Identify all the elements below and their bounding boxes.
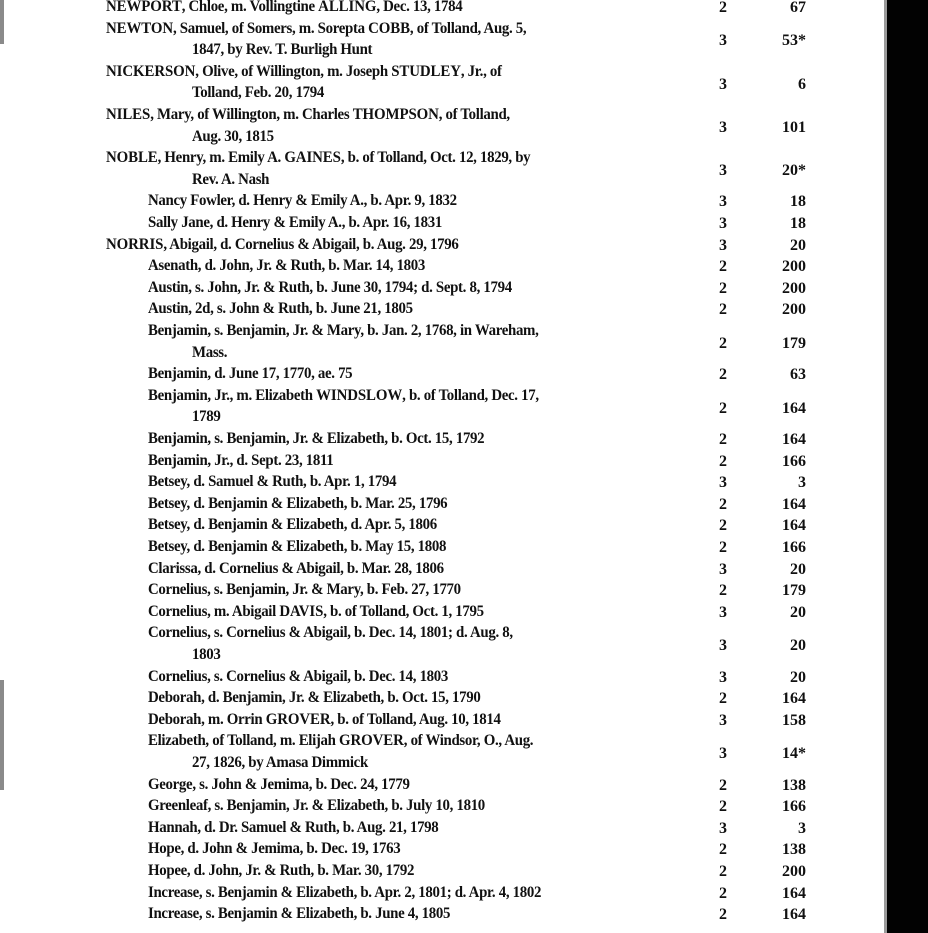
entry-detail: Cornelius, m. Abigail bbox=[148, 602, 280, 620]
volume-number: 2 bbox=[719, 798, 727, 816]
volume-number: 2 bbox=[719, 279, 727, 297]
page-number: 200 bbox=[782, 258, 806, 276]
entry-detail: Asenath, d. John, Jr. & Ruth, b. Mar. 14, 1803 bbox=[148, 257, 426, 275]
page-number: 164 bbox=[782, 517, 806, 535]
entry-detail: Greenleaf, s. Benjamin, Jr. & Elizabeth, b. July 10, 1810 bbox=[148, 797, 485, 815]
surname: GAINES bbox=[284, 149, 341, 167]
entry-text bbox=[106, 19, 526, 39]
page-number: 158 bbox=[782, 711, 806, 729]
volume-number: 3 bbox=[719, 819, 727, 837]
page-number: 179 bbox=[782, 334, 806, 352]
page-number: 138 bbox=[782, 776, 806, 794]
scan-edge-mark bbox=[0, 0, 4, 44]
entry-detail: , Mary, of Willington, m. Charles bbox=[150, 106, 353, 123]
entry-text bbox=[106, 0, 462, 17]
page-number: 20 bbox=[790, 236, 806, 254]
volume-number: 2 bbox=[719, 495, 727, 513]
entry-text bbox=[148, 839, 400, 859]
entry-text bbox=[148, 559, 444, 579]
entry-text bbox=[148, 883, 541, 903]
page-number: 18 bbox=[790, 193, 806, 211]
entry-detail: Benjamin, Jr., m. Elizabeth bbox=[148, 386, 317, 404]
page-number: 3 bbox=[798, 819, 806, 837]
entry-detail: , Abigail, d. Cornelius & Abigail, b. Aug. 29, 1796 bbox=[163, 235, 459, 253]
entry-text bbox=[148, 602, 484, 622]
entry-detail: Betsey, d. Samuel & Ruth, b. Apr. 1, 1794 bbox=[148, 473, 397, 491]
entry-detail: Deborah, d. Benjamin, Jr. & Elizabeth, b. Oct. 15, 1790 bbox=[148, 689, 481, 707]
volume-number: 2 bbox=[719, 776, 727, 794]
entry-detail: , b. of Tolland, Dec. 17, bbox=[402, 386, 539, 404]
volume-number: 2 bbox=[719, 399, 727, 417]
page-number: 179 bbox=[782, 582, 806, 600]
volume-number: 2 bbox=[719, 258, 727, 276]
volume-number: 2 bbox=[719, 690, 727, 708]
surname: NORRIS bbox=[106, 235, 164, 253]
surname: WINDSLOW bbox=[316, 386, 403, 404]
entry-text bbox=[148, 904, 450, 924]
volume-number: 2 bbox=[719, 366, 727, 384]
entry-detail: Sally Jane, d. Henry & Emily A., b. Apr. 16, 1831 bbox=[148, 214, 442, 231]
page-number: 53* bbox=[782, 32, 806, 50]
page-number: 164 bbox=[782, 906, 806, 924]
entry-detail: , b. of Tolland, Oct. 1, 1795 bbox=[323, 602, 484, 620]
entry-detail: Cornelius, s. Benjamin, Jr. & Mary, b. Feb. 27, 1770 bbox=[148, 581, 461, 599]
volume-number: 3 bbox=[719, 236, 727, 254]
surname: ALLING bbox=[318, 0, 377, 15]
volume-number: 3 bbox=[719, 637, 727, 655]
page-number: 164 bbox=[782, 399, 806, 417]
volume-number: 3 bbox=[719, 474, 727, 492]
volume-number: 2 bbox=[719, 906, 727, 924]
surname: STUDLEY bbox=[391, 62, 461, 80]
surname: DAVIS bbox=[279, 602, 324, 620]
entry-detail: , b. of Tolland, Aug. 10, 1814 bbox=[330, 710, 501, 728]
entry-detail: , Henry, m. Emily A. bbox=[157, 149, 285, 167]
page-number: 166 bbox=[782, 798, 806, 816]
volume-number: 2 bbox=[719, 452, 727, 470]
entry-text bbox=[148, 213, 442, 233]
surname: NICKERSON bbox=[106, 62, 196, 80]
page-number: 20 bbox=[790, 637, 806, 655]
surname: THOMPSON bbox=[352, 106, 439, 123]
entry-text bbox=[106, 62, 502, 82]
entry-text bbox=[148, 321, 539, 341]
entry-text bbox=[148, 299, 413, 319]
page-number: 164 bbox=[782, 690, 806, 708]
entry-detail: Austin, 2d, s. John & Ruth, b. June 21, 1805 bbox=[148, 300, 413, 318]
entry-detail: , of Windsor, O., Aug. bbox=[403, 732, 534, 750]
volume-number: 2 bbox=[719, 0, 727, 16]
volume-number: 3 bbox=[719, 668, 727, 686]
volume-number: 3 bbox=[719, 193, 727, 211]
entry-continuation: 1847, by Rev. T. Burligh Hunt bbox=[192, 41, 373, 59]
volume-number: 3 bbox=[719, 162, 727, 180]
entry-continuation: Mass. bbox=[192, 343, 228, 361]
entry-detail: , Olive, of Willington, m. Joseph bbox=[195, 62, 392, 80]
entry-text bbox=[148, 278, 512, 298]
volume-number: 2 bbox=[719, 539, 727, 556]
page-number: 67 bbox=[790, 0, 806, 16]
entry-text bbox=[148, 818, 438, 838]
surname: COBB bbox=[368, 19, 410, 37]
volume-number: 2 bbox=[719, 863, 727, 880]
entry-continuation: Aug. 30, 1815 bbox=[192, 127, 274, 145]
entry-continuation: 27, 1826, by Amasa Dimmick bbox=[192, 754, 368, 771]
page-number: 20 bbox=[790, 603, 806, 621]
page-number: 164 bbox=[782, 884, 806, 902]
scan-edge-mark bbox=[0, 680, 4, 790]
entry-detail: Betsey, d. Benjamin & Elizabeth, d. Apr. 5, 1806 bbox=[148, 516, 437, 534]
entry-text bbox=[148, 861, 414, 881]
entry-text bbox=[148, 623, 513, 643]
entry-text bbox=[106, 235, 458, 255]
entry-text bbox=[148, 256, 425, 276]
entry-text bbox=[148, 386, 539, 406]
entry-detail: Increase, s. Benjamin & Elizabeth, b. Apr. 2, 1801; d. Apr. 4, 1802 bbox=[148, 883, 542, 901]
entry-text bbox=[148, 688, 480, 708]
entry-detail: Hannah, d. Dr. Samuel & Ruth, b. Aug. 21, 1798 bbox=[148, 818, 439, 836]
entry-continuation: Tolland, Feb. 20, 1794 bbox=[192, 84, 325, 102]
page-number: 200 bbox=[782, 301, 806, 319]
entry-detail: Hopee, d. John, Jr. & Ruth, b. Mar. 30, 1792 bbox=[148, 862, 415, 879]
page-number: 14* bbox=[782, 745, 806, 763]
surname: NOBLE bbox=[106, 149, 158, 167]
entry-detail: , of Tolland, bbox=[438, 106, 510, 123]
entry-detail: Elizabeth, of Tolland, m. Elijah bbox=[148, 732, 340, 750]
entry-detail: George, s. John & Jemima, b. Dec. 24, 1779 bbox=[148, 775, 410, 793]
entry-text bbox=[148, 775, 410, 795]
entry-detail: , Jr., of bbox=[460, 62, 502, 80]
entry-continuation: 1803 bbox=[192, 646, 221, 663]
entry-detail: Nancy Fowler, d. Henry & Emily A., b. Apr. 9, 1832 bbox=[148, 192, 457, 210]
entry-detail: , Chloe, m. Vollingtine bbox=[181, 0, 319, 15]
entry-text bbox=[148, 731, 533, 751]
volume-number: 2 bbox=[719, 841, 727, 859]
entry-text bbox=[148, 191, 457, 211]
volume-number: 3 bbox=[719, 745, 727, 763]
surname: NEWPORT bbox=[106, 0, 182, 15]
page-number: 200 bbox=[782, 863, 806, 880]
entry-text bbox=[148, 580, 461, 600]
entry-detail: Benjamin, d. June 17, 1770, ae. 75 bbox=[148, 365, 353, 383]
surname: NILES bbox=[106, 106, 151, 123]
entry-text bbox=[148, 515, 437, 535]
page-number: 101 bbox=[782, 118, 806, 136]
entry-text bbox=[106, 105, 510, 125]
entry-detail: Deborah, m. Orrin bbox=[148, 710, 266, 728]
volume-number: 2 bbox=[719, 517, 727, 535]
entry-detail: , Samuel, of Somers, m. Sorepta bbox=[172, 19, 369, 37]
entry-text bbox=[148, 796, 485, 816]
page-number: 166 bbox=[782, 452, 806, 470]
page-number: 20 bbox=[790, 668, 806, 686]
entry-text bbox=[148, 429, 484, 449]
page-number: 18 bbox=[790, 215, 806, 232]
entry-detail: Benjamin, s. Benjamin, Jr. & Elizabeth, b. Oct. 15, 1792 bbox=[148, 430, 485, 447]
scanner-border bbox=[887, 0, 928, 933]
entry-continuation: 1789 bbox=[192, 408, 221, 426]
volume-number: 2 bbox=[719, 884, 727, 902]
surname: GROVER bbox=[265, 710, 331, 728]
entry-detail: , of Tolland, Aug. 5, bbox=[409, 19, 527, 37]
volume-number: 2 bbox=[719, 301, 727, 319]
volume-number: 2 bbox=[719, 334, 727, 352]
volume-number: 3 bbox=[719, 75, 727, 93]
entry-detail: , Dec. 13, 1784 bbox=[376, 0, 463, 15]
page-number: 164 bbox=[782, 495, 806, 513]
page-number: 166 bbox=[782, 539, 806, 556]
volume-number: 2 bbox=[719, 431, 727, 448]
entry-detail: Betsey, d. Benjamin & Elizabeth, b. May 15, 1808 bbox=[148, 538, 447, 555]
entry-text bbox=[148, 364, 352, 384]
entry-detail: Austin, s. John, Jr. & Ruth, b. June 30, 1794; d. Sept. 8, 1794 bbox=[148, 278, 512, 296]
entry-detail: Cornelius, s. Cornelius & Abigail, b. Dec. 14, 1803 bbox=[148, 667, 449, 685]
surname: GROVER bbox=[339, 732, 404, 750]
volume-number: 3 bbox=[719, 215, 727, 232]
entry-detail: Cornelius, s. Cornelius & Abigail, b. Dec. 14, 1801; d. Aug. 8, bbox=[148, 624, 513, 642]
entry-detail: Clarissa, d. Cornelius & Abigail, b. Mar. 28, 1806 bbox=[148, 559, 444, 577]
page-number: 6 bbox=[798, 75, 806, 93]
entry-text bbox=[148, 537, 446, 557]
entry-detail: Increase, s. Benjamin & Elizabeth, b. June 4, 1805 bbox=[148, 905, 451, 923]
entry-detail: , b. of Tolland, Oct. 12, 1829, by bbox=[340, 149, 531, 167]
entry-continuation: Rev. A. Nash bbox=[192, 170, 270, 188]
surname: NEWTON bbox=[106, 19, 173, 37]
entry-detail: Benjamin, s. Benjamin, Jr. & Mary, b. Jan. 2, 1768, in Wareham, bbox=[148, 322, 539, 339]
entry-text bbox=[148, 494, 447, 514]
entry-detail: Hope, d. John & Jemima, b. Dec. 19, 1763 bbox=[148, 840, 401, 858]
volume-number: 3 bbox=[719, 32, 727, 50]
volume-number: 3 bbox=[719, 711, 727, 729]
volume-number: 3 bbox=[719, 603, 727, 621]
entry-text bbox=[148, 472, 396, 492]
page-number: 164 bbox=[782, 431, 806, 448]
volume-number: 2 bbox=[719, 582, 727, 600]
page-number: 200 bbox=[782, 279, 806, 297]
entry-detail: Benjamin, Jr., d. Sept. 23, 1811 bbox=[148, 451, 334, 469]
entry-text bbox=[148, 451, 333, 471]
page-number: 3 bbox=[798, 474, 806, 492]
volume-number: 3 bbox=[719, 118, 727, 136]
page-number: 138 bbox=[782, 841, 806, 859]
page-number: 20 bbox=[790, 560, 806, 578]
entry-detail: Betsey, d. Benjamin & Elizabeth, b. Mar. 25, 1796 bbox=[148, 494, 448, 512]
page-number: 20* bbox=[782, 162, 806, 180]
volume-number: 3 bbox=[719, 560, 727, 578]
entry-text bbox=[148, 710, 501, 730]
entry-text bbox=[148, 667, 448, 687]
page-number: 63 bbox=[790, 366, 806, 384]
entry-text bbox=[106, 148, 530, 168]
